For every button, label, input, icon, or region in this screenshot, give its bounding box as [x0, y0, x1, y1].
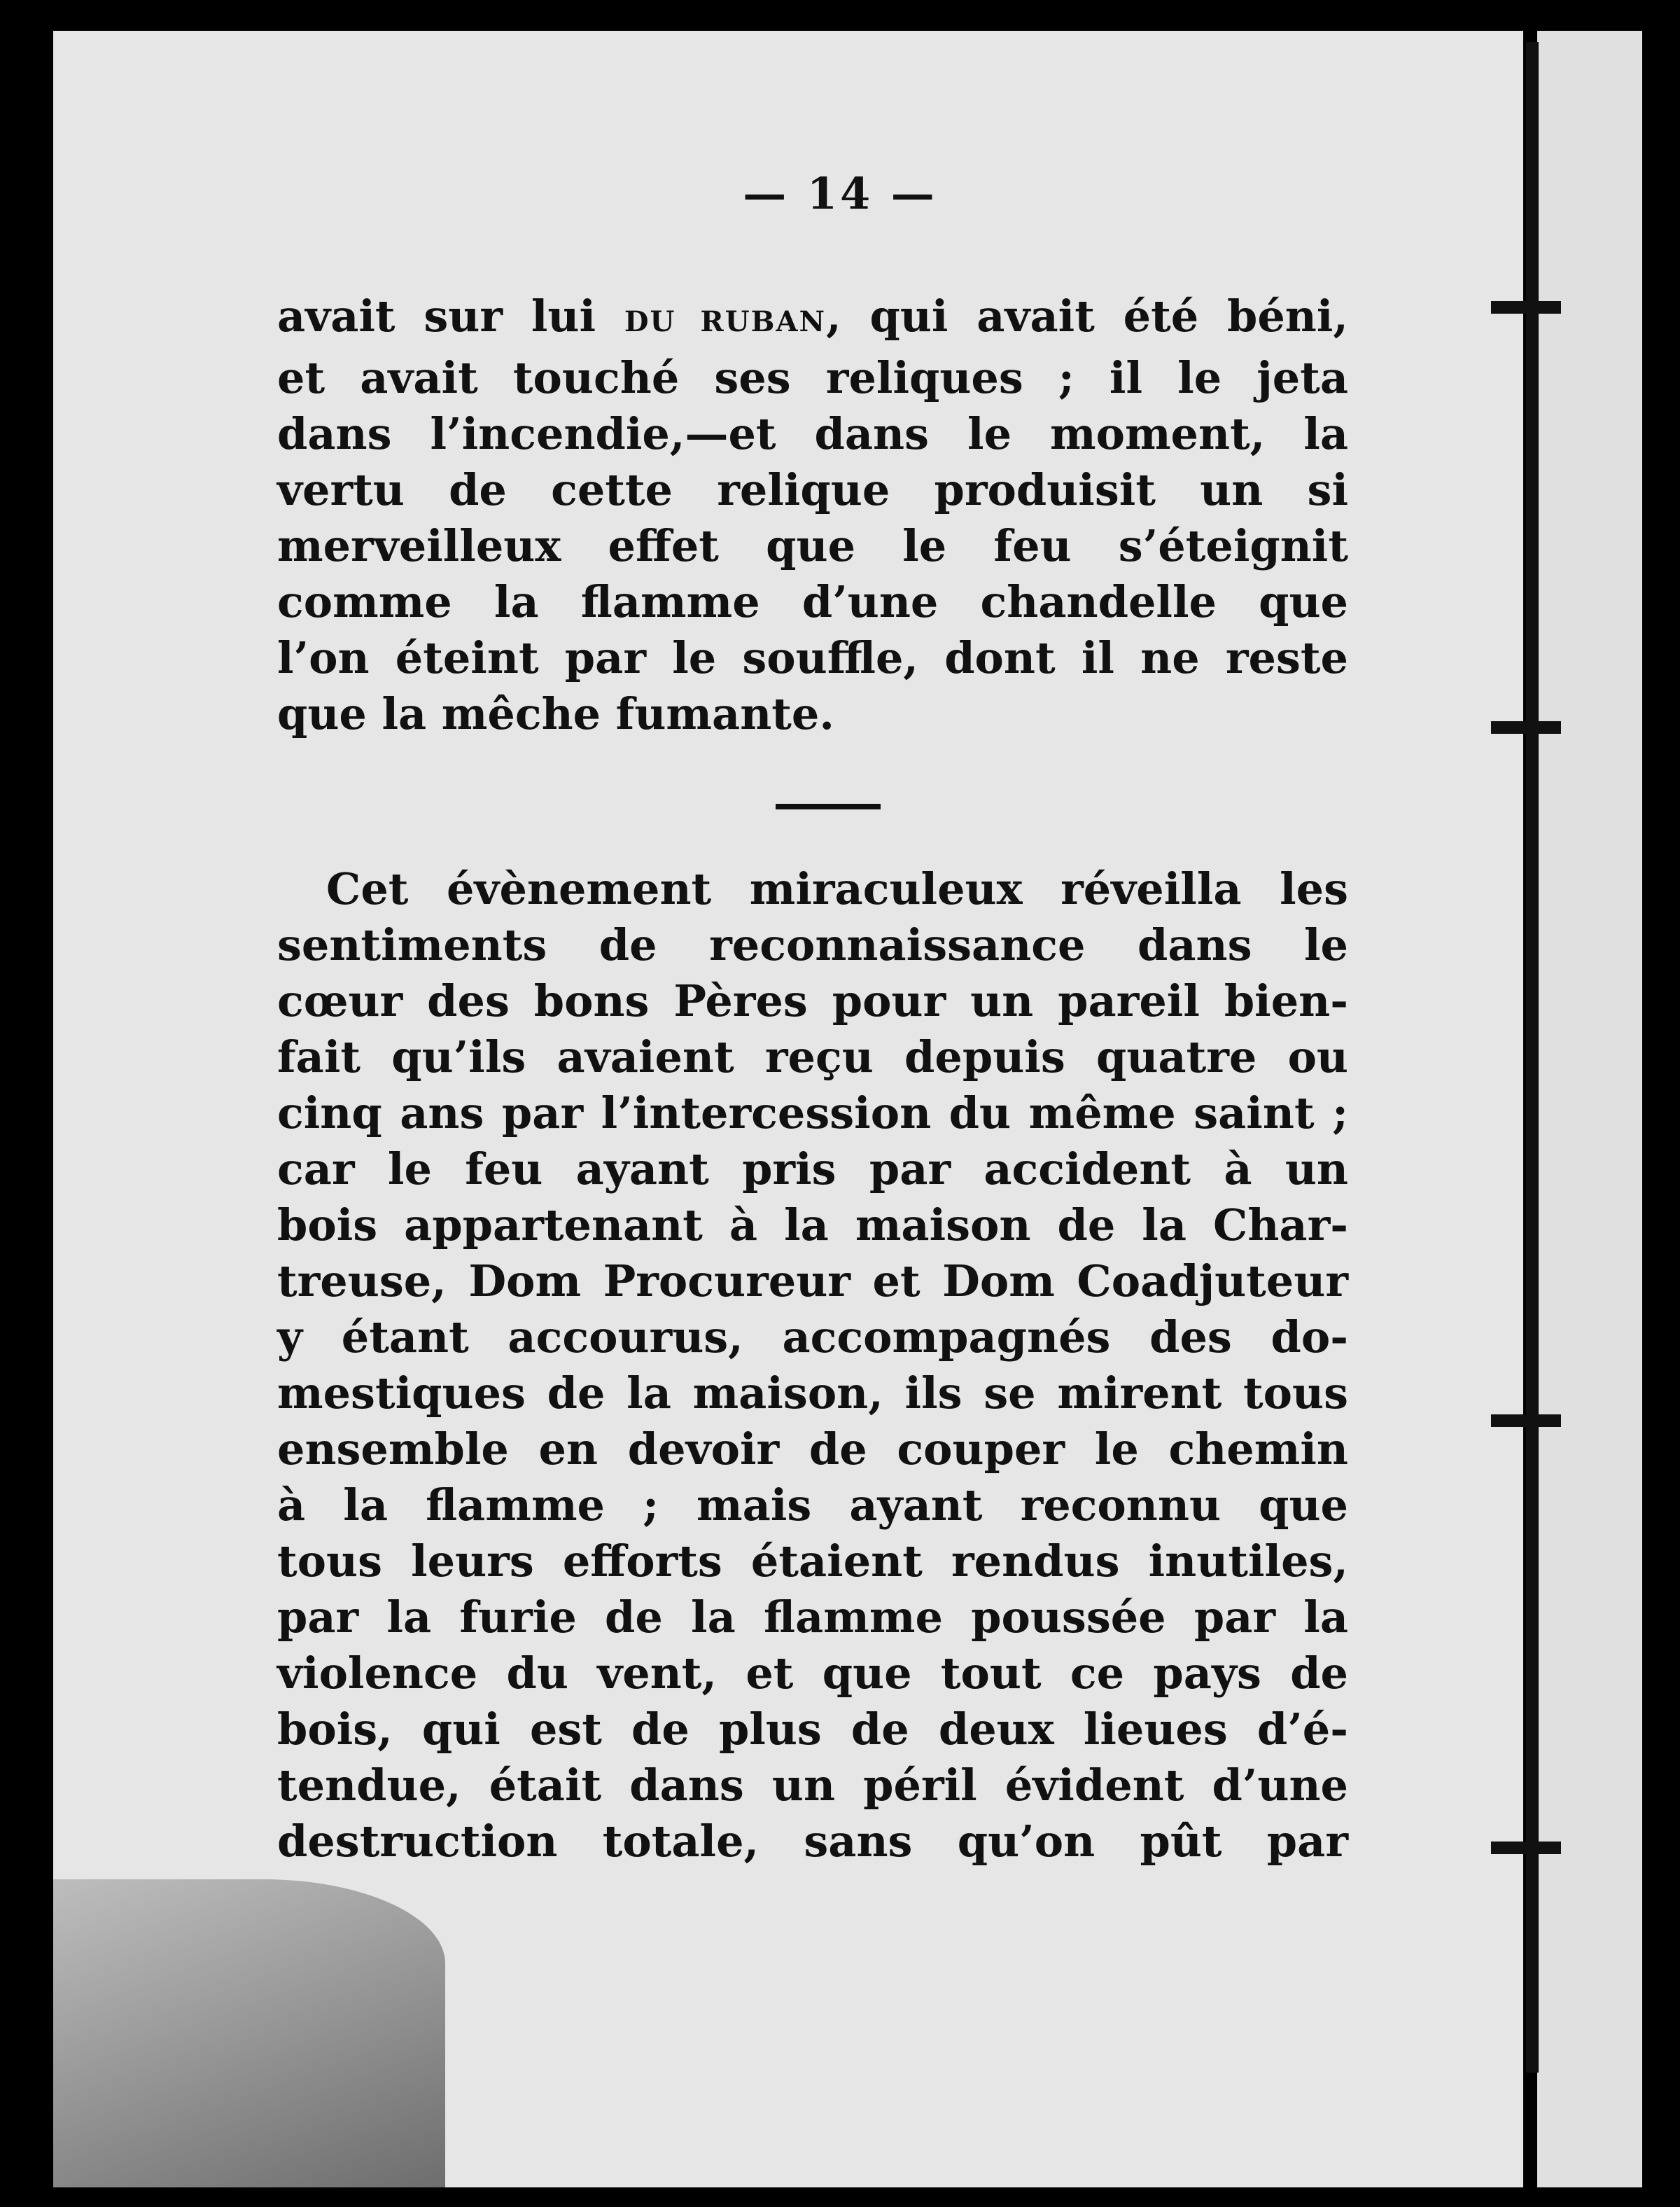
text-line: fait qu’ils avaient reçu depuis quatre ou: [277, 1031, 1348, 1082]
page-number: — 14 —: [743, 168, 937, 219]
text-line: cœur des bons Pères pour un pareil bien-: [277, 975, 1348, 1026]
text-segment: avait sur lui: [277, 291, 624, 342]
paragraph-1: [277, 288, 1348, 742]
text-line: Cet évènement miraculeux réveilla les: [326, 863, 1348, 914]
text-line: vertu de cette relique produisit un si: [277, 464, 1348, 515]
text-line: tendue, était dans un péril évident d’une: [277, 1760, 1348, 1811]
text-line: bois appartenant à la maison de la Char-: [277, 1199, 1348, 1251]
shadow-corner: [53, 1879, 445, 2187]
binding-spine: [1526, 42, 1539, 2073]
small-caps-text: DU RUBAN: [624, 305, 827, 338]
text-line: [277, 288, 1348, 350]
section-divider: [776, 804, 881, 809]
binding-stitch: [1491, 1414, 1561, 1427]
text-line: treuse, Dom Procureur et Dom Coadjuteur: [277, 1255, 1348, 1307]
text-line: mestiques de la maison, ils se mirent tous: [277, 1367, 1348, 1419]
paragraph-2: [277, 861, 1348, 1870]
text-line: l’on éteint par le souffle, dont il ne reste: [277, 632, 1348, 683]
text-line: violence du vent, et que tout ce pays de: [277, 1648, 1348, 1699]
text-line: que la mêche fumante.: [277, 688, 834, 739]
text-line: dans l’incendie,—et dans le moment, la: [277, 408, 1348, 459]
text-line: à la flamme ; mais ayant reconnu que: [277, 1480, 1348, 1531]
binding-stitch: [1491, 721, 1561, 734]
text-segment: , qui avait été béni,: [826, 291, 1349, 342]
text-line: y étant accourus, accompagnés des do-: [277, 1311, 1348, 1363]
text-line: merveilleux effet que le feu s’éteignit: [277, 520, 1348, 571]
text-line: ensemble en devoir de couper le chemin: [277, 1423, 1348, 1475]
text-line: comme la flamme d’une chandelle que: [277, 576, 1348, 627]
text-line: tous leurs efforts étaient rendus inutiles,: [277, 1536, 1348, 1587]
binding-stitch: [1491, 1842, 1561, 1854]
text-line: destruction totale, sans qu’on pût par: [277, 1816, 1348, 1867]
text-line: et avait touché ses reliques ; il le jeta: [277, 352, 1348, 403]
text-line: par la furie de la flamme poussée par la: [277, 1592, 1348, 1643]
text-line: sentiments de reconnaissance dans le: [277, 919, 1348, 970]
text-line: bois, qui est de plus de deux lieues d’é-: [277, 1704, 1348, 1755]
text-line: cinq ans par l’intercession du même saint ;: [277, 1087, 1348, 1139]
text-line: car le feu ayant pris par accident à un: [277, 1143, 1348, 1195]
binding-fold: [1537, 31, 1642, 2187]
binding-stitch: [1491, 301, 1561, 314]
